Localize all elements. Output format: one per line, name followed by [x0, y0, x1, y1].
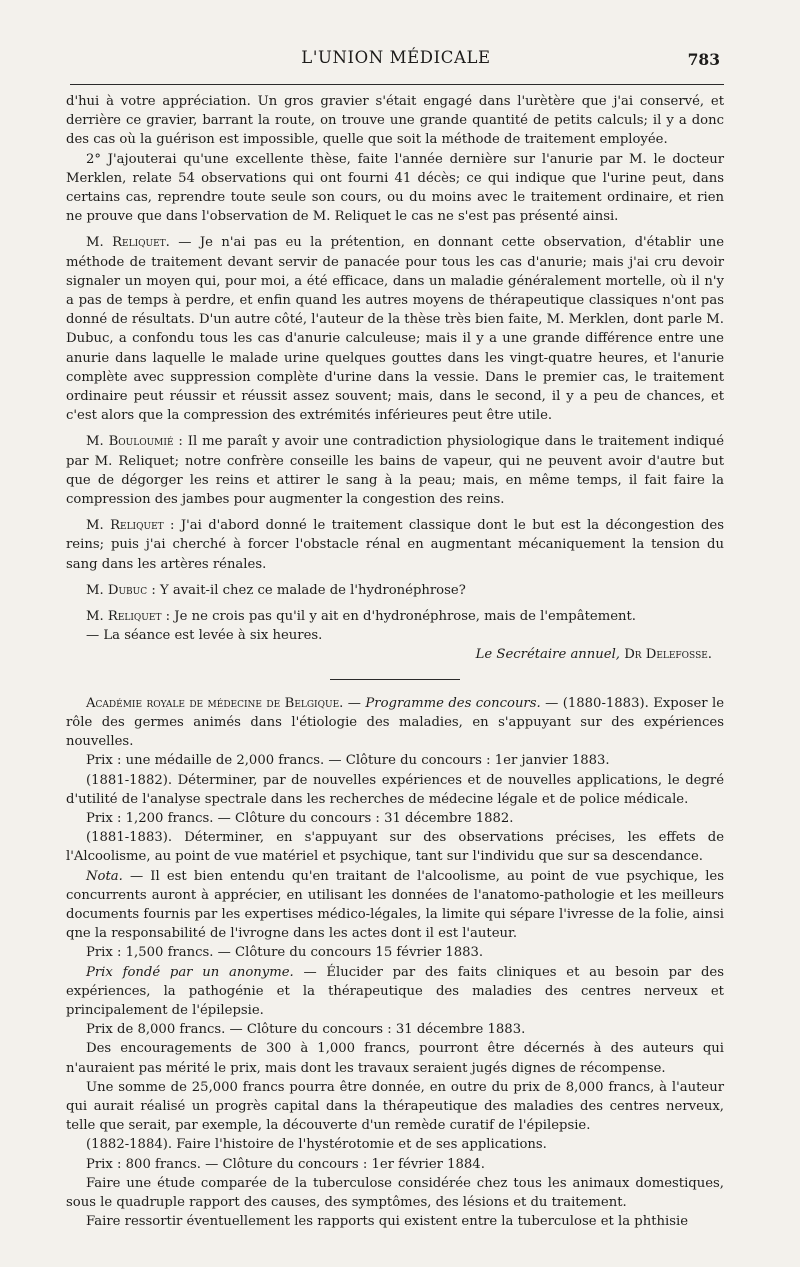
paragraph: Prix : 800 francs. — Clôture du concours : 1er février 1884. [86, 1156, 485, 1172]
speaker-name: M. Reliquet [86, 609, 162, 625]
paragraph: (1882-1884). Faire l'histoire de l'hystérotomie et de ses applications. [86, 1137, 547, 1153]
speaker-name: M. Bouloumié [86, 434, 174, 450]
paragraph: d'hui à votre appréciation. Un gros gravier s'était engagé dans l'urètère que j'ai conservé, et derrière ce gravier, barrant la route, on trouve une grande quantité de petits calculs; il y a donc des cas où la guérison est impossible, quelle que soit la méthode de traitement employée. [66, 94, 724, 148]
paragraph [66, 516, 724, 574]
paragraph: 2° J'ajouterai qu'une excellente thèse, faite l'année dernière sur l'anurie par M. le docteur Merklen, relate 54 observations qui ont fourni 41 décès; ce qui indique que l'urine peut, dans certains cas, reprendre toute seule son cours, ou du moins avec le traitement ordinaire, et rien ne prouve que dans l'observation de M. Reliquet le cas ne s'est pas présenté ainsi. [66, 151, 724, 225]
paragraph: (1881-1882). Déterminer, par de nouvelles expériences et de nouvelles applications, le degré d'utilité de l'analyse spectrale dans les recherches de médecine légale et de police médicale. [66, 772, 724, 807]
paragraph: (1881-1883). Déterminer, en s'appuyant sur des observations précises, les effets de l'Alcoolisme, au point de vue matériel et psychique, tant sur l'individu que sur sa descendance. [66, 830, 724, 865]
speaker-name: M. Reliquet. [86, 235, 170, 251]
speaker-name: M. Reliquet [86, 518, 164, 534]
running-header [64, 48, 728, 74]
paragraph: Prix : 1,500 francs. — Clôture du concours 15 février 1883. [86, 945, 484, 961]
note-lead: Nota. [86, 868, 123, 884]
speech-text: : Il me paraît y avoir une contradiction physiologique dans le traitement indiqué par M. Reliquet; notre confrère conseille les bains de vapeur, qui ne peuvent avoir d'autre but que de dégorger les reins et attirer le sang à la peau; mais, en même temps, il fait faire la compression des jambes pour augmenter la congestion des reins. [66, 434, 724, 508]
paragraph-text: — Il est bien entendu qu'en traitant de l'alcoolisme, au point de vue psychique, les concurrents auront à apprécier, en utilisant les données de l'anatomo-pathologie et les meilleurs documents fournis par les expertises médico-légales, la limite qui sépare l'ivresse de la folie, ainsi qne la responsabilité de l'ivrogne dans les actes dont il est l'auteur. [66, 868, 724, 942]
paragraph: Des encouragements de 300 à 1,000 francs, pourront être décernés à des auteurs qui n'auraient pas mérité le prix, mais dont les travaux seraient jugés dignes de récompense. [66, 1041, 724, 1076]
paragraph [66, 963, 724, 1021]
heading-dash: — [343, 695, 366, 711]
paragraph [66, 607, 724, 626]
paragraph: — La séance est levée à six heures. [86, 628, 323, 644]
header-rule [70, 84, 724, 85]
section-subheading: Programme des concours. [365, 695, 541, 711]
paragraph: Prix : 1,200 francs. — Clôture du concours : 31 décembre 1882. [86, 810, 514, 826]
prize-lead: Prix fondé par un anonyme. [86, 964, 294, 980]
speech-text: — Je n'ai pas eu la prétention, en donnant cette observation, d'établir une méthode de traitement devant servir de panacée pour tous les cas d'anurie; mais j'ai cru devoir signaler un moyen qui, pour moi, a été efficace, dans un maladie généralement mortelle, où il n'y a pas de temps à perdre, et enfin quand les autres moyens de thérapeutique classiques n'ont pas donné de résultats. D'un autre côté, l'auteur de la thèse très bien faite, M. Merklen, dont parle M. Dubuc, a confondu tous les cas d'anurie calculeuse; mais il y a une grande différence entre une anurie dans laquelle le malade urine quelques gouttes dans les vingt-quatre heures, et l'anurie complète avec suppression complète d'urine dans la vessie. Dans le premier cas, le traitement ordinaire peut réussir et réussit assez souvent; mais, dans le second, il y a peu de chances, et c'est alors que la compression des extrémités inférieures peut être utile. [66, 235, 725, 424]
journal-title: L'UNION MÉDICALE [301, 48, 491, 67]
paragraph: Faire ressortir éventuellement les rapports qui existent entre la tuberculose et la phthisie [86, 1214, 689, 1230]
paragraph: Une somme de 25,000 francs pourra être donnée, en outre du prix de 8,000 francs, à l'auteur qui aurait réalisé un progrès capital dans la thérapeutique des maladies des centres nerveux, telle que serait, par exemple, la découverte d'un remède curatif de l'épilepsie. [66, 1079, 724, 1134]
section-heading: Académie royale de médecine de Belgique. [86, 695, 344, 711]
paragraph [66, 867, 724, 944]
paragraph: Faire une étude comparée de la tuberculose considérée chez tous les animaux domestiques, sous le quadruple rapport des causes, des symptômes, des lésions et du traitement. [66, 1175, 724, 1210]
paragraph: Prix de 8,000 francs. — Clôture du concours : 31 décembre 1883. [86, 1022, 526, 1038]
signature-role: Le Secrétaire annuel, [475, 647, 620, 663]
paragraph-text: — Élucider par des faits cliniques et au besoin par des expériences, la pathogénie et la thérapeutique des maladies des centres nerveux et principalement de l'épilepsie. [66, 964, 724, 1018]
paragraph [66, 581, 724, 600]
speech-text: : J'ai d'abord donné le traitement classique dont le but est la décongestion des reins; puis j'ai cherché à forcer l'obstacle rénal en augmentant mécaniquement la tension du sang dans les artères rénales. [66, 518, 724, 572]
text-column [66, 92, 724, 1231]
speaker-name: M. Dubuc [86, 582, 148, 598]
paragraph: Prix : une médaille de 2,000 francs. — Clôture du concours : 1er janvier 1883. [86, 753, 610, 769]
speech-text: : Je ne crois pas qu'il y ait en d'hydronéphrose, mais de l'empâtement. [161, 609, 636, 625]
signature [66, 645, 724, 664]
signature-name: Dr Delefosse. [624, 647, 712, 663]
speech-text: : Y avait-il chez ce malade de l'hydronéphrose? [147, 582, 466, 598]
paragraph [66, 694, 724, 752]
paragraph [66, 233, 724, 425]
paragraph-text: — (1880-1883). Exposer le rôle des germes animés dans l'étiologie des maladies, en s'appuyant sur des expériences nouvelles. [66, 695, 724, 750]
section-separator [330, 679, 460, 680]
page-number: 783 [687, 50, 720, 69]
paragraph [66, 432, 724, 509]
